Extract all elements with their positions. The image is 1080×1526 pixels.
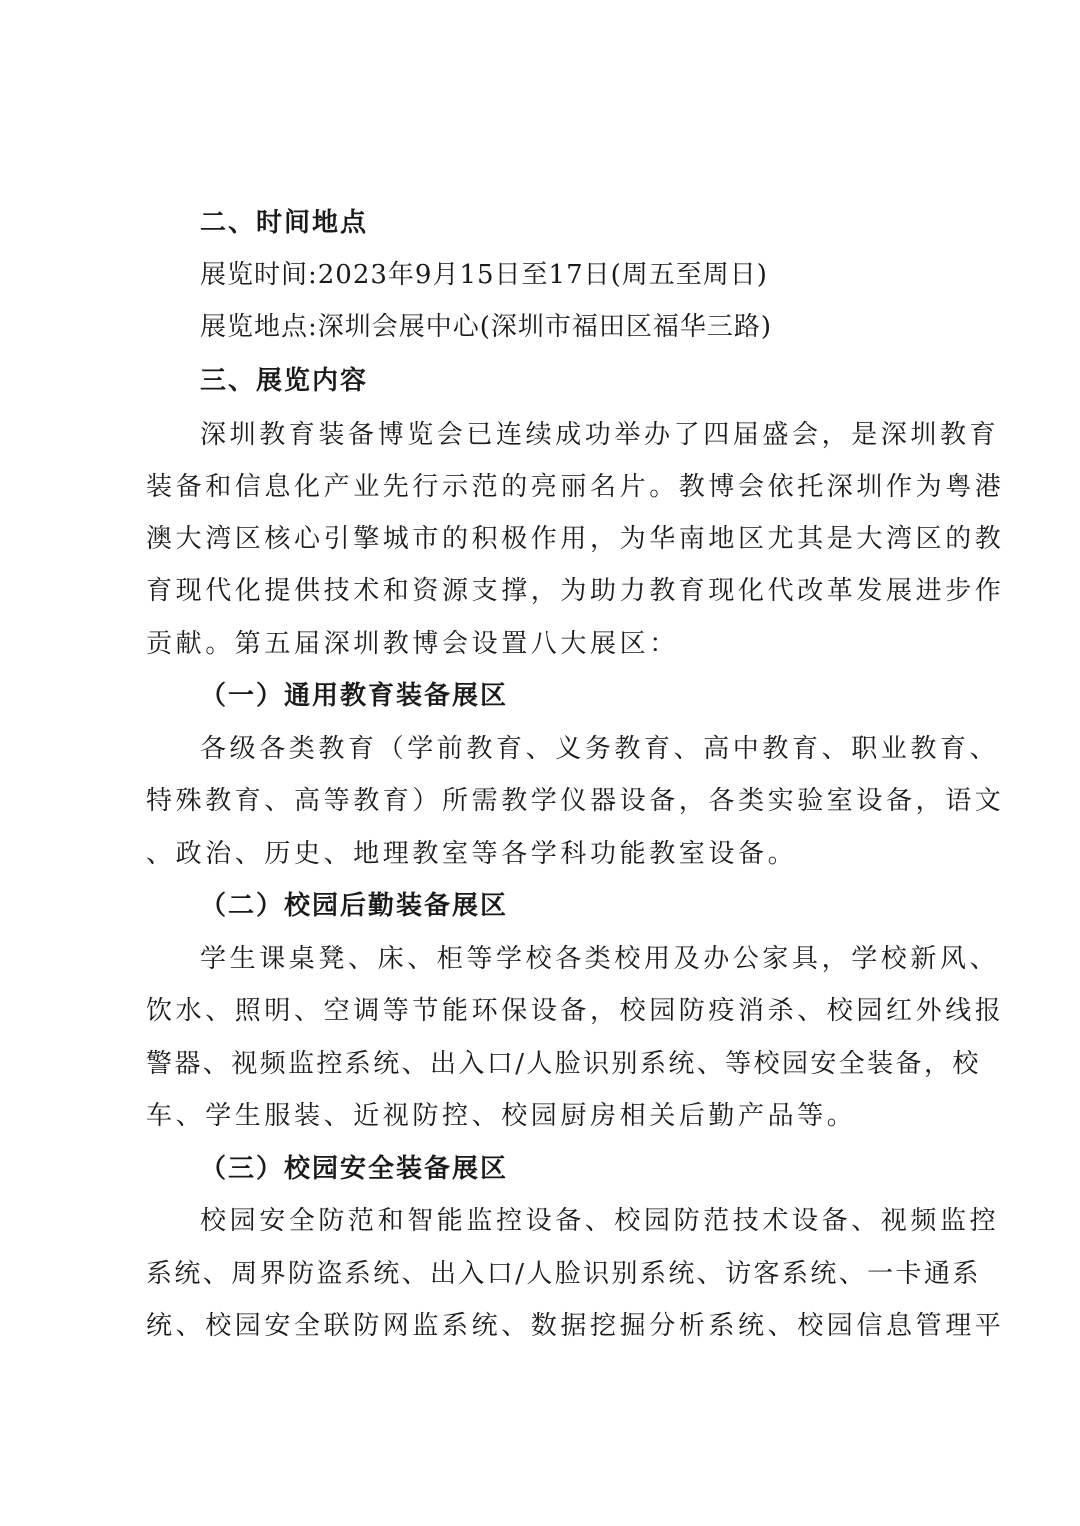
paragraph-line: 警器、视频监控系统、出入口/人脸识别系统、等校园安全装备，校 (146, 1049, 981, 1079)
zone-title-campus-safety: （三）校园安全装备展区 (200, 1154, 509, 1184)
exhibition-place: 展览地点:深圳会展中心(深圳市福田区福华三路) (200, 312, 773, 342)
section-heading-content: 三、展览内容 (200, 366, 369, 396)
paragraph-line: 贡献。第五届深圳教博会设置八大展区： (146, 629, 679, 659)
paragraph-line: 系统、周界防盗系统、出入口/人脸识别系统、访客系统、一卡通系 (146, 1259, 981, 1289)
paragraph-line: 车、学生服装、近视防控、校园厨房相关后勤产品等。 (146, 1101, 857, 1131)
paragraph-line: 饮水、照明、空调等节能环保设备，校园防疫消杀、校园红外线报 (146, 996, 1005, 1026)
paragraph-line: 学生课桌凳、床、柜等学校各类校用及办公家具，学校新风、 (200, 944, 1000, 974)
paragraph-line: 装备和信息化产业先行示范的亮丽名片。教博会依托深圳作为粤港 (146, 472, 1005, 502)
zone-title-general-education: （一）通用教育装备展区 (200, 681, 509, 711)
paragraph-line: 、政治、历史、地理教室等各学科功能教室设备。 (146, 839, 798, 869)
paragraph-line: 统、校园安全联防网监系统、数据挖掘分析系统、校园信息管理平 (146, 1311, 1005, 1341)
paragraph-line: 深圳教育装备博览会已连续成功举办了四届盛会，是深圳教育 (200, 420, 1000, 450)
paragraph-line: 特殊教育、高等教育）所需教学仪器设备，各类实验室设备，语文 (146, 786, 1005, 816)
paragraph-line: 澳大湾区核心引擎城市的积极作用，为华南地区尤其是大湾区的教 (146, 524, 1005, 554)
section-heading-time-place: 二、时间地点 (200, 208, 369, 238)
paragraph-line: 各级各类教育（学前教育、义务教育、高中教育、职业教育、 (200, 734, 1000, 764)
zone-title-campus-logistics: （二）校园后勤装备展区 (200, 891, 509, 921)
paragraph-line: 校园安全防范和智能监控设备、校园防范技术设备、视频监控 (200, 1206, 1000, 1236)
exhibition-time: 展览时间:2023年9月15日至17日(周五至周日) (200, 260, 768, 290)
paragraph-line: 育现代化提供技术和资源支撑，为助力教育现化代改革发展进步作 (146, 576, 1005, 606)
